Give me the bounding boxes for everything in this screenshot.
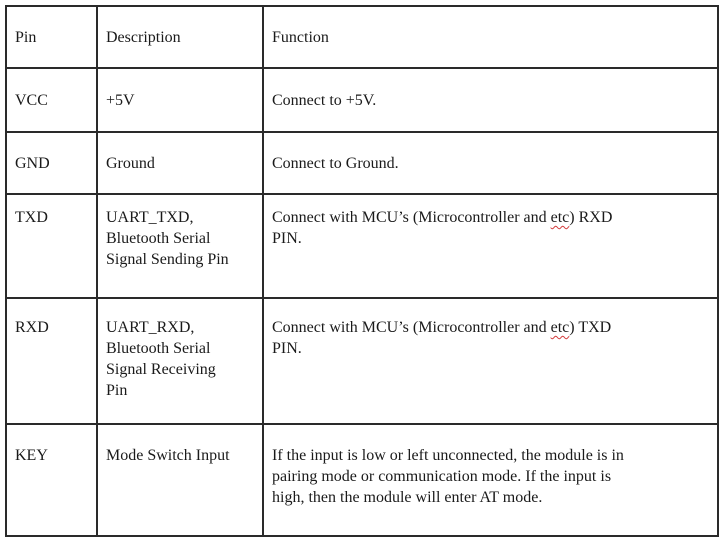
table-row-rxd [6,298,718,424]
pin-cell [6,298,97,424]
function-text: Connect to +5V. [272,92,377,109]
table-header-row [6,6,718,68]
pin-name: GND [15,155,50,172]
pin-cell [6,424,97,536]
description-cell [97,68,263,132]
pin-description: UART_RXD, Bluetooth Serial Signal Receiving Pin [106,319,216,399]
description-cell [97,194,263,298]
function-text: If the input is low or left unconnected, the module is in pairing mode or communication mode. If the input is high, then the module will enter AT mode. [272,447,624,506]
header-cell-description [97,6,263,68]
header-cell-function [263,6,718,68]
header-description-label: Description [106,29,181,46]
table-row-key [6,424,718,536]
function-text-end: ) RXD PIN. [272,209,613,247]
pin-name: VCC [15,92,48,109]
table-row-gnd [6,132,718,194]
description-cell [97,298,263,424]
pin-name: KEY [15,447,48,464]
description-cell [97,132,263,194]
table-row-txd [6,194,718,298]
function-text: Connect to Ground. [272,155,399,172]
header-function-label: Function [272,29,329,46]
pin-cell [6,194,97,298]
function-cell [263,424,718,536]
function-text-end: ) TXD PIN. [272,319,612,357]
function-cell [263,68,718,132]
function-cell [263,298,718,424]
function-cell [263,132,718,194]
pin-cell [6,68,97,132]
description-cell [97,424,263,536]
pin-description: +5V [106,92,135,109]
pin-function [264,133,717,174]
pin-description: UART_TXD, Bluetooth Serial Signal Sending Pin [106,209,229,268]
header-cell-pin [6,6,97,68]
pin-function [264,299,717,359]
function-text-start: Connect with MCU’s (Microcontroller and [272,319,551,336]
pin-name: TXD [15,209,48,226]
header-pin-label: Pin [15,29,37,46]
pin-table [5,5,719,537]
pin-cell [6,132,97,194]
spellcheck-flagged-word: etc [550,209,570,226]
pin-function [264,195,717,249]
function-cell [263,194,718,298]
table-row-vcc [6,68,718,132]
pin-description: Mode Switch Input [106,447,230,464]
pin-description: Ground [106,155,155,172]
spellcheck-flagged-word: etc [550,319,570,336]
function-text-start: Connect with MCU’s (Microcontroller and [272,209,551,226]
pin-name: RXD [15,319,49,336]
pin-function [264,425,717,508]
pin-function [264,69,717,111]
